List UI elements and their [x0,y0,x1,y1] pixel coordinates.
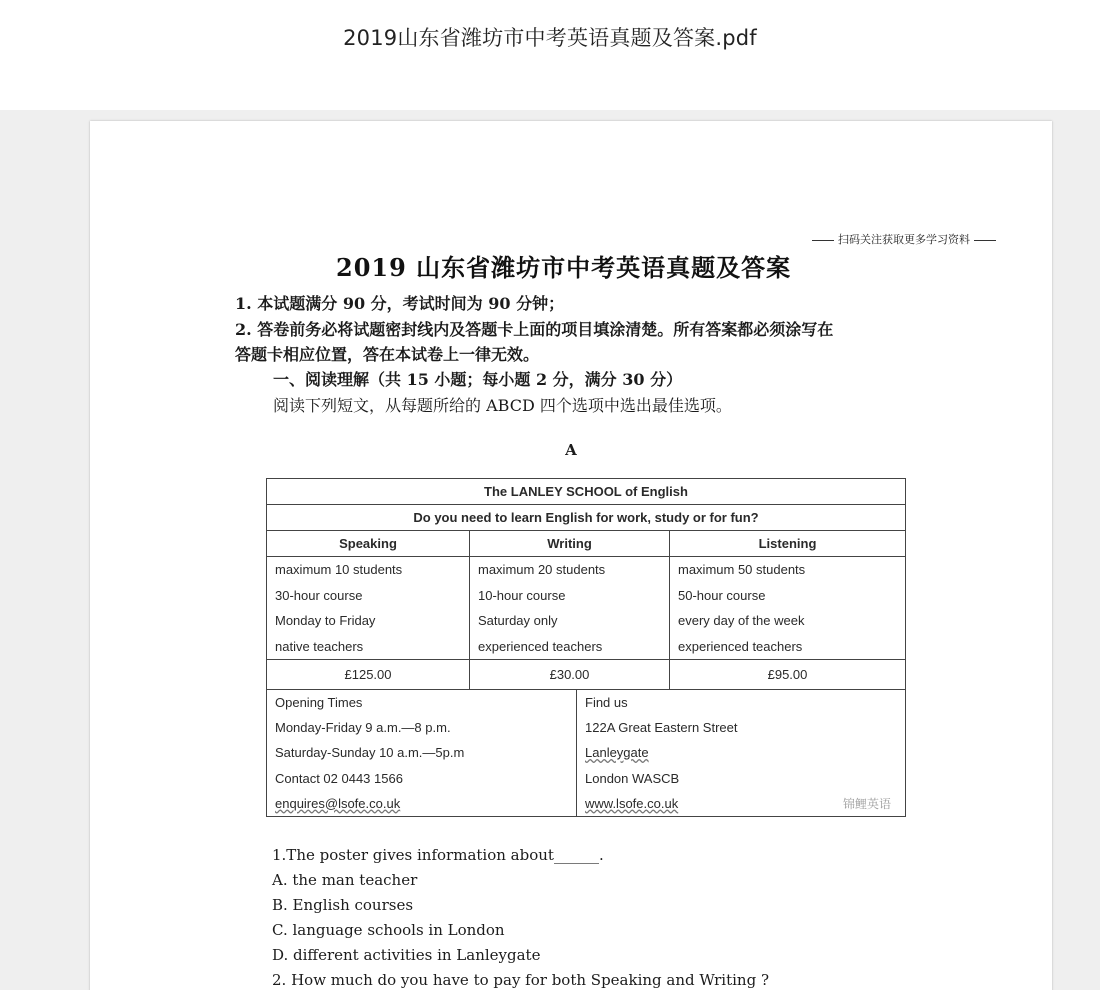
opening-times-box [267,690,577,816]
opening-weekday: Monday-Friday 9 a.m.—8 p.m. [275,720,451,736]
course-detail: Monday to Friday [275,613,376,628]
opening-times-heading: Opening Times [275,695,363,710]
course-details-row [267,557,905,660]
instruction-1: 1. 本试题满分 90 分，考试时间为 90 分钟； [235,294,565,313]
section-heading: 一、阅读理解（共 15 小题；每小题 2 分，满分 30 分） [273,370,683,389]
writing-details [470,557,670,659]
poster-subtitle-row [267,505,905,531]
contact-email [267,791,576,816]
address-city: London WASCB [585,770,680,786]
price-row [267,660,905,690]
course-detail: 50-hour course [678,587,766,603]
price-listening: £95.00 [767,667,808,682]
exam-title: 2019 山东省潍坊市中考英语真题及答案 [336,253,792,282]
pdf-page [90,121,1052,990]
option-d: D. different activities in Lanleygate [272,946,541,964]
opening-weekend: Saturday-Sunday 10 a.m.—5p.m [275,745,465,761]
poster-title: The LANLEY SCHOOL of English [484,484,688,499]
address-area [577,740,905,765]
price-speaking: £125.00 [267,660,470,689]
course-header-speaking: Speaking [267,531,470,556]
course-detail: maximum 20 students [478,562,606,577]
option-b: B. English courses [272,896,414,914]
course-detail: maximum 50 students [678,562,806,577]
website-text: www.lsofe.co.uk [585,795,679,811]
find-us-box [577,690,905,816]
course-detail: maximum 10 students [275,562,403,577]
listening-details [670,557,905,659]
question-2: 2. How much do you have to pay for both Speaking and Writing ? [272,971,769,989]
dash-left [812,240,834,241]
course-detail: 10-hour course [478,587,566,603]
option-c: C. language schools in London [272,921,505,939]
address-street: 122A Great Eastern Street [585,720,738,736]
section-directions: 阅读下列短文，从每题所给的 ABCD 四个选项中选出最佳选项。 [273,396,732,415]
course-header-listening: Listening [758,536,817,551]
school-poster [266,478,906,817]
speaking-details [267,557,470,659]
course-header-writing: Writing [470,531,670,556]
course-detail: every day of the week [678,613,805,628]
find-us-heading: Find us [585,695,628,710]
scan-note [808,231,1000,247]
course-detail: 30-hour course [275,587,363,603]
instruction-2: 2. 答卷前务必将试题密封线内及答题卡上面的项目填涂清楚。所有答案都必须涂写在 [235,320,834,339]
contact-phone: Contact 02 0443 1566 [275,770,403,786]
course-detail: Saturday only [478,613,558,628]
course-detail: native teachers [275,638,364,654]
document-title: 2019山东省潍坊市中考英语真题及答案.pdf [343,26,757,50]
scan-note-text: 扫码关注获取更多学习资料 [838,233,970,246]
course-detail: experienced teachers [678,638,803,654]
passage-label: A [565,441,577,459]
title-bar [0,0,1100,110]
poster-title-row [267,479,905,505]
email-text: enquires@lsofe.co.uk [275,795,401,811]
course-header-row [267,531,905,557]
info-row [267,690,905,816]
address-area-text: Lanleygate [585,745,649,761]
dash-right [974,240,996,241]
price-writing: £30.00 [470,660,670,689]
watermark: 锦鲤英语 [842,796,891,811]
instruction-3: 答题卡相应位置，答在本试卷上一律无效。 [235,345,540,364]
poster-subtitle: Do you need to learn English for work, study or for fun? [413,510,759,525]
course-detail: experienced teachers [478,638,603,654]
option-a: A. the man teacher [272,871,418,889]
question-1: 1.The poster gives information about______. [272,846,604,864]
